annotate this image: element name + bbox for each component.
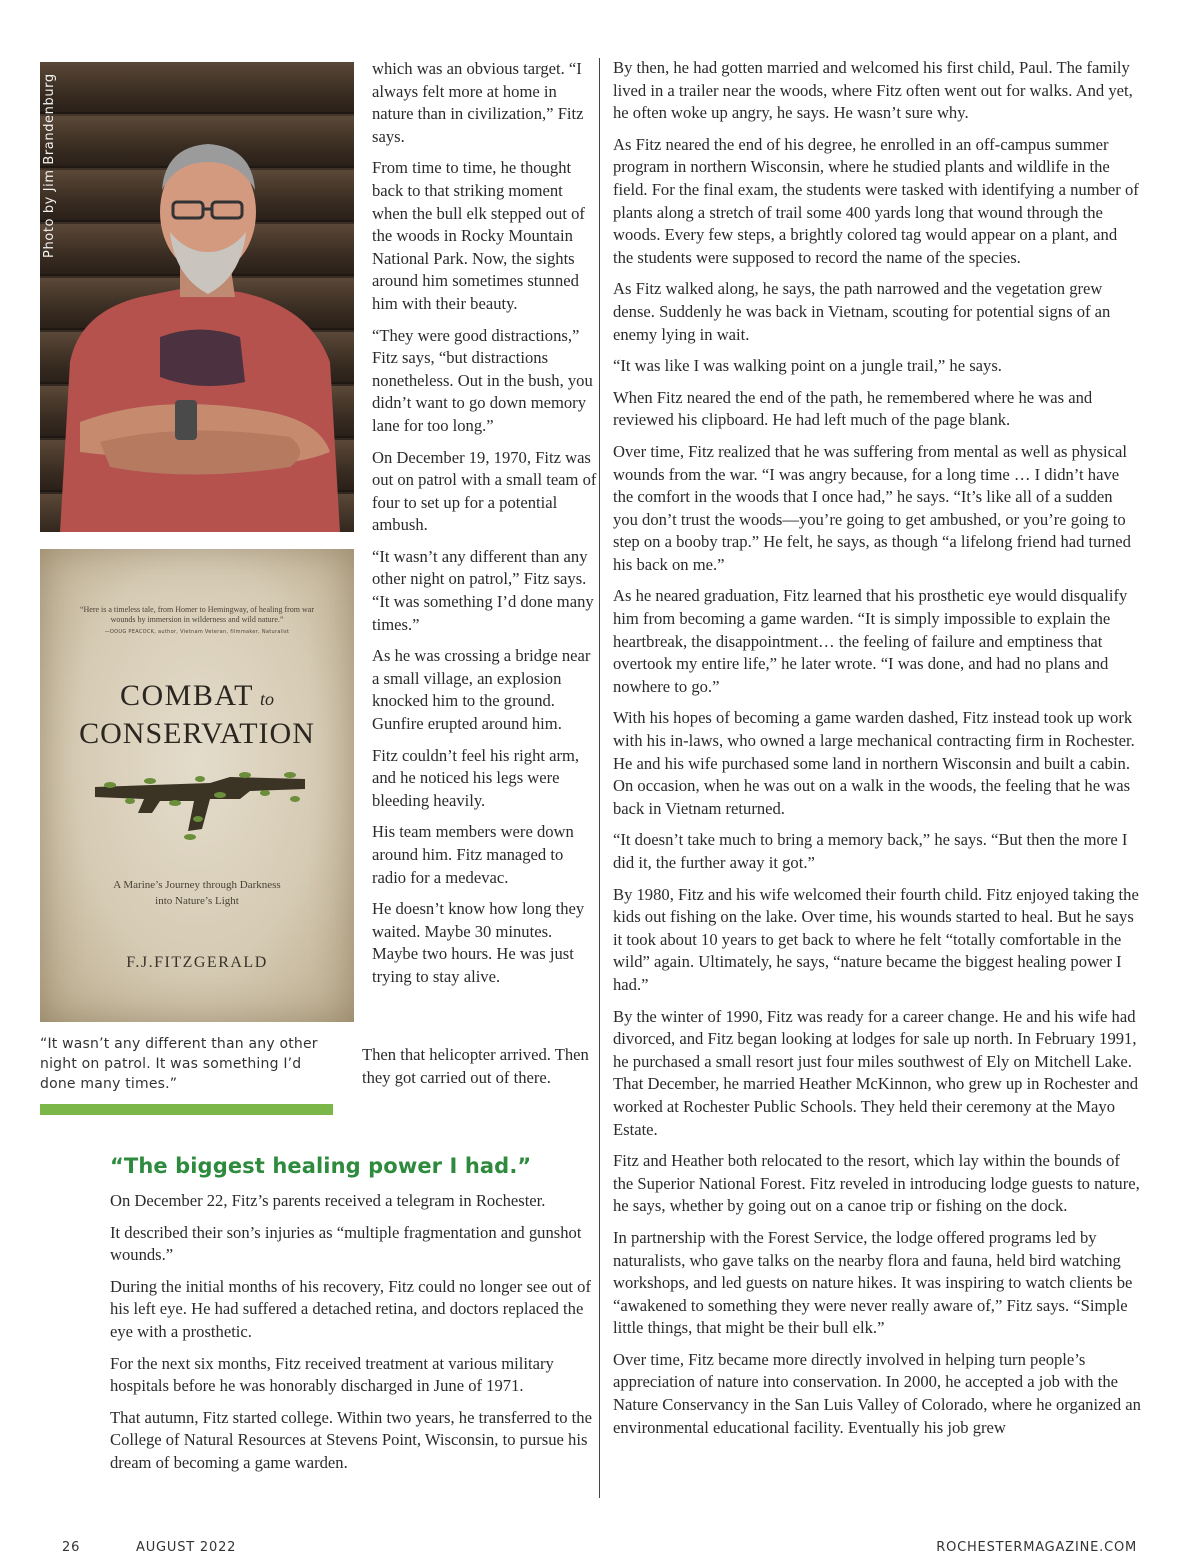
paragraph: When Fitz neared the end of the path, he remembered where he was and reviewed his clipboard. He had left much of the page blank. [613,387,1093,430]
issue-date: AUGUST 2022 [136,1540,237,1555]
page-number: 26 [62,1540,81,1555]
paragraph: “It was like I was walking point on a jungle trail,” he says. [613,356,1002,376]
paragraph: On December 22, Fitz’s parents received a telegram in Rochester. [110,1191,546,1210]
paragraph: As he neared graduation, Fitz learned that his prosthetic eye would disqualify him from becoming a game warden. “It is simply impossible to explain the heartbreak, the disappointment… the feeling of failure and emptiness that overtook my entire life,” he later wrote. “I was done, and had no plans and nowhere to go.” [613,586,1128,696]
paragraph: During the initial months of his recovery, Fitz could no longer see out of his left eye. He had suffered a detached retina, and doctors replaced the eye with a prosthetic. [110,1276,591,1341]
narrow-column [372,58,600,989]
column-divider [599,58,600,1498]
paragraph: As Fitz walked along, he says, the path narrowed and the vegetation grew dense. Suddenly he was back in Vietnam, scouting for potential signs of an enemy lying in wait. [613,279,1111,344]
book-subtitle-line1: A Marine’s Journey through Darkness [113,879,281,891]
image-caption: “It wasn’t any different than any other night on patrol. It was something I’d done many times.” [40,1036,318,1092]
caption-accent-bar [40,1104,333,1115]
book-author: F.J.FITZGERALD [126,954,268,971]
paragraph: By then, he had gotten married and welcomed his first child, Paul. The family lived in a trailer near the woods, where Fitz often went out for walks. And yet, he often woke up angry, he says. He wasn’t sure why. [613,58,1133,123]
bottom-column [110,1190,598,1475]
rifle-with-vines-icon [90,759,310,849]
right-column [613,57,1141,1439]
narrow-column-tail [362,1044,594,1089]
paragraph: With his hopes of becoming a game warden dashed, Fitz instead took up work with his in-laws, who owned a large mechanical contracting firm in Rochester. He and his wife purchased some land in northern Wisconsin and built a cabin. On occasion, when he was out on a walk in the woods, the feeling that he was back in Vietnam returned. [613,708,1135,818]
paragraph: As he was crossing a bridge near a small village, an explosion knocked him to the ground. Gunfire erupted around him. [372,646,591,734]
paragraph: “It wasn’t any different than any other night on patrol,” Fitz says. “It was something I’d done many times.” [372,546,594,634]
website-link[interactable]: ROCHESTERMAGAZINE.COM [936,1540,1137,1555]
paragraph: In partnership with the Forest Service, the lodge offered programs led by naturalists, who gave talks on the nearby flora and fauna, held bird watching workshops, and led guests on nature hikes. It was inspiring to watch clients be “awakened to something they were never really aware of,” Fitz says. “Simple little things, that might be their bull elk.” [613,1227,1133,1338]
portrait-photo [40,62,354,532]
book-subtitle-line2: into Nature’s Light [155,895,239,907]
paragraph: For the next six months, Fitz received treatment at various military hospitals before he was honorably discharged in June of 1971. [110,1353,554,1396]
paragraph: As Fitz neared the end of his degree, he enrolled in an off-campus summer program in northern Wisconsin, where he studied plants and wildlife in the field. For the final exam, the students were tasked with identifying a number of plants along a stretch of trail some 400 yards long that wound through the woods. Every few steps, a brightly colored tag would appear on a plant, and the students were supposed to record the name of the species. [613,134,1139,267]
photo-credit: Photo by Jim Brandenburg [42,73,57,258]
paragraph: It described their son’s injuries as “multiple fragmentation and gunshot wounds.” [110,1222,582,1265]
paragraph: “They were good distractions,” Fitz says, “but distractions nonetheless. Out in the bush, you didn’t want to go down memory lane for too long.” [372,325,593,435]
paragraph: Over time, Fitz realized that he was suffering from mental as well as physical wounds from the war. “I was angry because, for a long time … I didn’t have the comfort in the woods that I once had,” he says. “It’s like all of a sudden you don’t trust the woods—you’re going to get ambushed, or you’re going to step on a booby trap.” He felt, he says, as though “a lifelong friend had turned his back on me.” [613,441,1131,574]
paragraph: By the winter of 1990, Fitz was ready for a career change. He and his wife had divorced, and Fitz began looking at lodges for sale up north. In February 1991, he purchased a small resort just four miles southwest of Ely on Mitchell Lake. That December, he married Heather McKinnon, who grew up in Rochester and worked at Rochester Public Schools. They held their ceremony at the Mayo Estate. [613,1006,1139,1139]
book-cover-quote: “Here is a timeless tale, from Homer to Hemingway, of healing from war wounds by immersion in wilderness and wild nature.” [79,605,315,624]
book-cover-quote-attribution: —DOUG PEACOCK, author, Vietnam Veteran, filmmaker, Naturalist [104,629,290,635]
paragraph: He doesn’t know how long they waited. Maybe 30 minutes. Maybe two hours. He was just trying to stay alive. [372,899,585,986]
paragraph: Fitz and Heather both relocated to the resort, which lay within the bounds of the Superior National Forest. Fitz reveled in introducing lodge guests to nature, he says, whether by going out on a canoe trip or fishing on the dock. [613,1151,1140,1216]
book-title-to: to [260,689,275,709]
book-title-combat: COMBAT [119,679,254,712]
book-title-line1 [40,679,354,713]
section-subhead: “The biggest healing power I had.” [110,1154,532,1178]
paragraph: From time to time, he thought back to that striking moment when the bull elk stepped out of the woods in Rocky Mountain National Park. Now, the sights around him sometimes stunned him with their beauty. [372,158,585,313]
paragraph: “It doesn’t take much to bring a memory back,” he says. “But then the more I did it, the further away it got.” [613,830,1128,872]
paragraph: His team members were down around him. Fitz managed to radio for a medevac. [372,822,574,887]
book-title-line2: CONSERVATION [79,717,315,750]
man-figure [40,62,354,532]
paragraph: Fitz couldn’t feel his right arm, and he noticed his legs were bleeding heavily. [372,745,580,810]
paragraph: By 1980, Fitz and his wife welcomed their fourth child. Fitz enjoyed taking the kids out fishing on the lake. Over time, his wounds started to heal. But he says it took about 10 years to get back to where he felt “totally comfortable in the wild” again. Ultimately, he says, “nature became the biggest healing power I had.” [613,884,1139,994]
paragraph: which was an obvious target. “I always felt more at home in nature than in civilization,” Fitz says. [372,59,584,146]
paragraph: On December 19, 1970, Fitz was out on patrol with a small team of four to set up for a potential ambush. [372,447,597,535]
paragraph: Over time, Fitz became more directly involved in helping turn people’s appreciation of nature into conservation. In 2000, he accepted a job with the Nature Conservancy in the San Luis Valley of Colorado, where he organized an environmental educational facility. Eventually his job grew [613,1349,1141,1437]
paragraph: Then that helicopter arrived. Then they got carried out of there. [362,1045,589,1087]
book-cover [40,549,354,1022]
paragraph: That autumn, Fitz started college. Within two years, he transferred to the College of Natural Resources at Stevens Point, Wisconsin, to pursue his dream of becoming a game warden. [110,1407,592,1472]
